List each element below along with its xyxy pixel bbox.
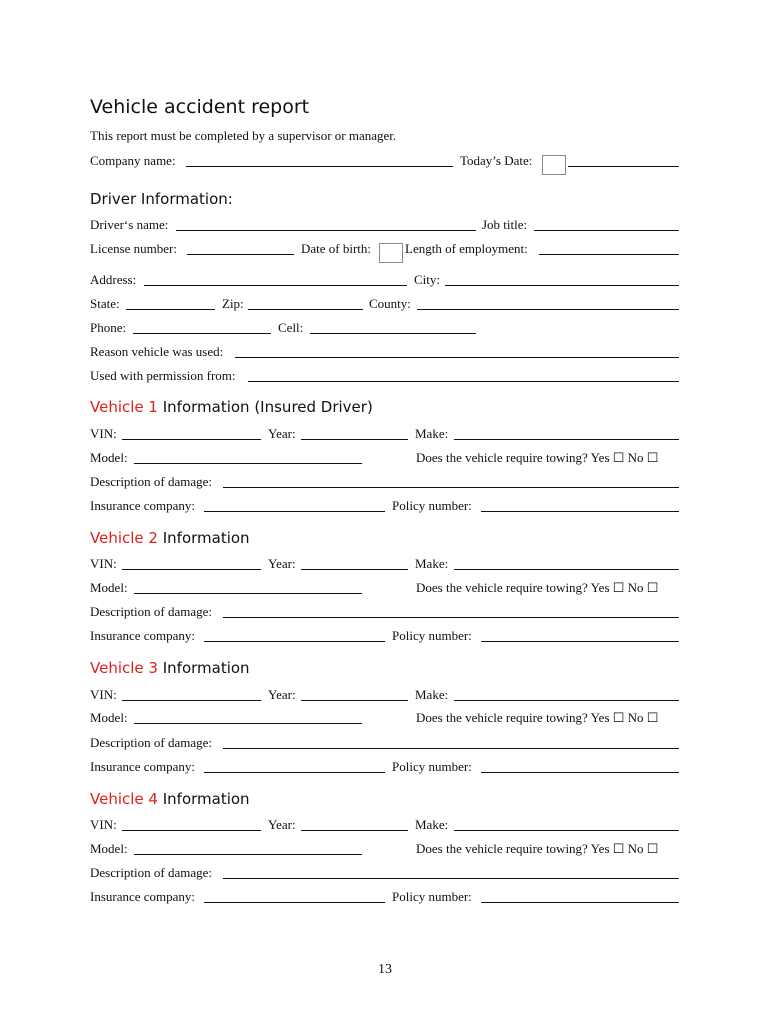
vehicle-4-damage-label: Description of damage:	[90, 865, 213, 880]
reason-vehicle-used-label: Reason vehicle was used:	[90, 344, 224, 359]
vehicle-4-make-field[interactable]	[454, 830, 679, 831]
vehicle-3-insurance-field[interactable]	[204, 772, 385, 773]
length-of-employment-field[interactable]	[539, 254, 679, 255]
vehicle-4-heading	[90, 788, 250, 810]
vehicle-4-year-field[interactable]	[301, 830, 408, 831]
page-title: Vehicle accident report	[90, 96, 310, 118]
zip-field[interactable]	[248, 309, 363, 310]
vehicle-1-towing-question[interactable]: Does the vehicle require towing? Yes ☐ No ☐	[416, 450, 659, 465]
date-of-birth-picker[interactable]	[379, 243, 403, 263]
vehicle-3-model-label: Model:	[90, 710, 128, 725]
vehicle-1-model-field[interactable]	[134, 463, 362, 464]
vehicle-3-damage-field[interactable]	[223, 748, 679, 749]
vehicle-1-model-label: Model:	[90, 450, 128, 465]
vehicle-4-insurance-field[interactable]	[204, 902, 385, 903]
vehicle-2-vin-field[interactable]	[122, 569, 261, 570]
vehicle-2-year-field[interactable]	[301, 569, 408, 570]
date-of-birth-label: Date of birth:	[301, 241, 372, 256]
vehicle-1-vin-label: VIN:	[90, 426, 117, 441]
vehicle-1-damage-label: Description of damage:	[90, 474, 213, 489]
vehicle-3-heading-rest: Information	[157, 659, 250, 677]
vehicle-1-year-label: Year:	[268, 426, 296, 441]
vehicle-3-model-field[interactable]	[134, 723, 362, 724]
vehicle-3-year-field[interactable]	[301, 700, 408, 701]
vehicle-3-damage-label: Description of damage:	[90, 735, 213, 750]
vehicle-1-heading-number: Vehicle 1	[90, 398, 158, 416]
vehicle-4-towing-question[interactable]: Does the vehicle require towing? Yes ☐ No ☐	[416, 841, 659, 856]
vehicle-1-vin-field[interactable]	[122, 439, 261, 440]
vehicle-1-make-label: Make:	[415, 426, 449, 441]
driver-information-heading: Driver Information:	[90, 190, 233, 208]
vehicle-4-heading-number: Vehicle 4	[90, 790, 158, 808]
reason-vehicle-used-field[interactable]	[235, 357, 679, 358]
job-title-field[interactable]	[534, 230, 679, 231]
vehicle-3-insurance-label: Insurance company:	[90, 759, 196, 774]
vehicle-3-policy-label: Policy number:	[392, 759, 472, 774]
company-name-field[interactable]	[186, 166, 453, 167]
vehicle-2-make-field[interactable]	[454, 569, 679, 570]
vehicle-2-vin-label: VIN:	[90, 556, 117, 571]
vehicle-1-heading-rest: Information (Insured Driver)	[157, 398, 373, 416]
phone-label: Phone:	[90, 320, 127, 335]
vehicle-2-towing-question[interactable]: Does the vehicle require towing? Yes ☐ No ☐	[416, 580, 659, 595]
vehicle-2-heading	[90, 527, 250, 549]
drivers-name-label: Driver‘s name:	[90, 217, 169, 232]
phone-field[interactable]	[133, 333, 271, 334]
vehicle-2-damage-field[interactable]	[223, 617, 679, 618]
vehicle-4-damage-field[interactable]	[223, 878, 679, 879]
state-field[interactable]	[126, 309, 215, 310]
vehicle-3-heading-number: Vehicle 3	[90, 659, 158, 677]
vehicle-1-insurance-field[interactable]	[204, 511, 385, 512]
vehicle-2-model-field[interactable]	[134, 593, 362, 594]
vehicle-2-policy-label: Policy number:	[392, 628, 472, 643]
todays-date-field[interactable]	[568, 166, 679, 167]
vehicle-4-policy-label: Policy number:	[392, 889, 472, 904]
vehicle-3-heading	[90, 657, 250, 679]
county-label: County:	[369, 296, 411, 311]
license-number-label: License number:	[90, 241, 177, 256]
vehicle-1-policy-label: Policy number:	[392, 498, 472, 513]
vehicle-3-make-field[interactable]	[454, 700, 679, 701]
vehicle-1-policy-field[interactable]	[481, 511, 679, 512]
zip-label: Zip:	[222, 296, 244, 311]
used-with-permission-label: Used with permission from:	[90, 368, 236, 383]
vehicle-4-model-field[interactable]	[134, 854, 362, 855]
job-title-label: Job title:	[482, 217, 528, 232]
vehicle-2-model-label: Model:	[90, 580, 128, 595]
vehicle-4-year-label: Year:	[268, 817, 296, 832]
length-of-employment-label: Length of employment:	[405, 241, 528, 256]
vehicle-1-insurance-label: Insurance company:	[90, 498, 196, 513]
intro-text: This report must be completed by a supervisor or manager.	[90, 128, 397, 143]
state-label: State:	[90, 296, 120, 311]
todays-date-picker[interactable]	[542, 155, 566, 175]
vehicle-2-damage-label: Description of damage:	[90, 604, 213, 619]
page-number: 13	[378, 962, 392, 977]
vehicle-4-vin-field[interactable]	[122, 830, 261, 831]
vehicle-4-policy-field[interactable]	[481, 902, 679, 903]
vehicle-3-vin-label: VIN:	[90, 687, 117, 702]
company-name-label: Company name:	[90, 153, 176, 168]
address-label: Address:	[90, 272, 137, 287]
cell-label: Cell:	[278, 320, 304, 335]
vehicle-1-make-field[interactable]	[454, 439, 679, 440]
cell-field[interactable]	[310, 333, 476, 334]
license-number-field[interactable]	[187, 254, 294, 255]
vehicle-3-towing-question[interactable]: Does the vehicle require towing? Yes ☐ No ☐	[416, 710, 659, 725]
vehicle-1-heading	[90, 396, 373, 418]
vehicle-1-damage-field[interactable]	[223, 487, 679, 488]
vehicle-3-vin-field[interactable]	[122, 700, 261, 701]
vehicle-4-heading-rest: Information	[157, 790, 250, 808]
vehicle-2-year-label: Year:	[268, 556, 296, 571]
vehicle-2-policy-field[interactable]	[481, 641, 679, 642]
todays-date-label: Today’s Date:	[460, 153, 533, 168]
city-label: City:	[414, 272, 441, 287]
vehicle-2-heading-rest: Information	[157, 529, 250, 547]
vehicle-2-insurance-field[interactable]	[204, 641, 385, 642]
county-field[interactable]	[417, 309, 679, 310]
drivers-name-field[interactable]	[176, 230, 476, 231]
vehicle-3-year-label: Year:	[268, 687, 296, 702]
vehicle-4-insurance-label: Insurance company:	[90, 889, 196, 904]
vehicle-4-vin-label: VIN:	[90, 817, 117, 832]
vehicle-4-model-label: Model:	[90, 841, 128, 856]
vehicle-3-make-label: Make:	[415, 687, 449, 702]
vehicle-1-year-field[interactable]	[301, 439, 408, 440]
vehicle-2-heading-number: Vehicle 2	[90, 529, 158, 547]
vehicle-2-make-label: Make:	[415, 556, 449, 571]
vehicle-2-insurance-label: Insurance company:	[90, 628, 196, 643]
city-field[interactable]	[445, 285, 679, 286]
used-with-permission-field[interactable]	[248, 381, 679, 382]
address-field[interactable]	[144, 285, 407, 286]
vehicle-3-policy-field[interactable]	[481, 772, 679, 773]
vehicle-4-make-label: Make:	[415, 817, 449, 832]
